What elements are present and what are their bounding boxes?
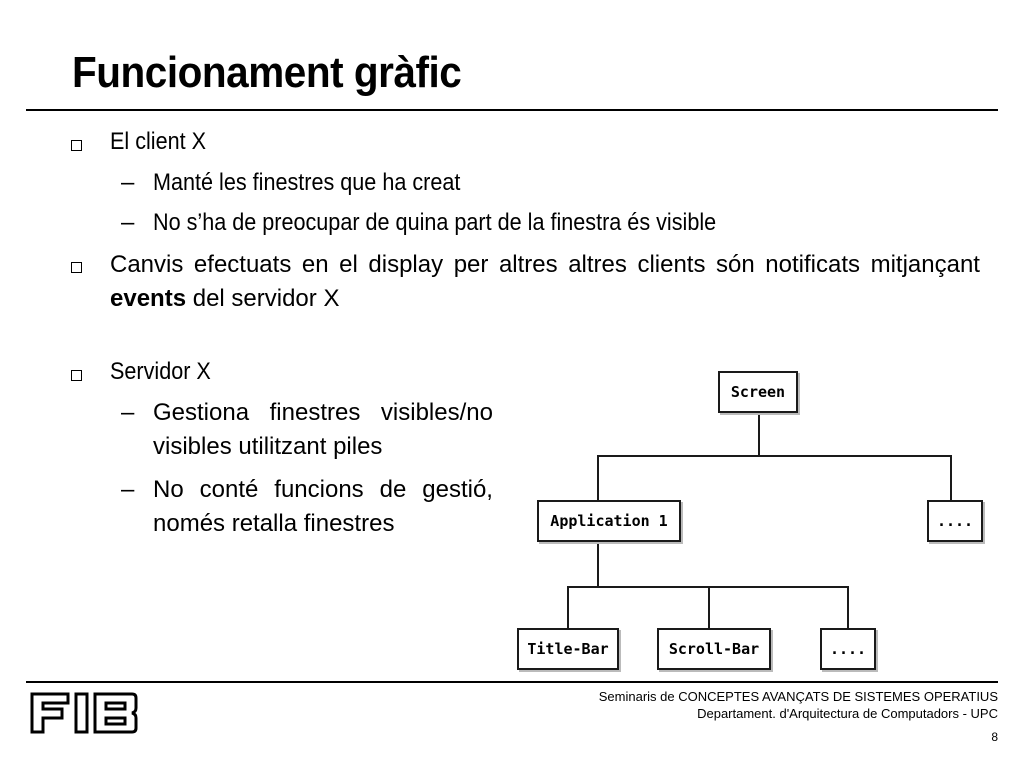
justified-line-2: [110, 285, 980, 313]
title-divider: [26, 109, 998, 111]
screen-node: Screen: [718, 371, 798, 413]
ellipsis-node: ....: [927, 500, 983, 542]
tree-edge: [597, 455, 952, 457]
word: No: [153, 476, 184, 503]
sub-bullet-paragraph: [153, 476, 493, 538]
tree-edge: [950, 455, 952, 500]
tree-edge: [567, 586, 569, 628]
word: display: [368, 251, 444, 278]
tree-edge: [847, 586, 849, 628]
justified-line-2: només retalla finestres: [153, 510, 395, 537]
justified-line: [153, 476, 493, 504]
application-node: Application 1: [537, 500, 681, 542]
tree-edge: [597, 541, 599, 586]
word: finestres: [269, 399, 361, 426]
word: altres: [568, 251, 627, 278]
scroll-bar-node: Scroll-Bar: [657, 628, 771, 670]
justified-line: [153, 399, 493, 427]
dash-marker: –: [121, 209, 135, 236]
bullet-text: Servidor X: [110, 358, 211, 385]
page-number: 8: [991, 730, 998, 744]
footer-department: Departament. d'Arquitectura de Computadors - UPC: [697, 706, 998, 721]
square-bullet-icon: [71, 370, 82, 381]
word: per: [453, 251, 489, 278]
word: notificats: [765, 251, 861, 278]
word: Gestiona: [153, 399, 250, 426]
tree-edge: [758, 413, 760, 455]
word: visibles/no: [380, 399, 493, 426]
word: funcions: [274, 476, 364, 503]
word: efectuats: [193, 251, 292, 278]
word: clients: [637, 251, 706, 278]
sub-bullet-text: Manté les finestres que ha creat: [153, 169, 461, 196]
word: en: [301, 251, 329, 278]
word: Canvis: [110, 251, 184, 278]
square-bullet-icon: [71, 140, 82, 151]
bullet-text: El client X: [110, 128, 207, 155]
justified-line-2: visibles utilitzant piles: [153, 433, 383, 460]
justified-line: [110, 251, 980, 279]
bullet-paragraph: [110, 251, 980, 313]
word: són: [716, 251, 755, 278]
word: altres: [498, 251, 558, 278]
word: de: [379, 476, 407, 503]
footer-divider: [26, 681, 998, 683]
word: conté: [199, 476, 259, 503]
dash-marker: –: [121, 476, 135, 503]
footer-course-title: Seminaris de CONCEPTES AVANÇATS DE SISTEMES OPERATIUS: [598, 689, 998, 704]
word: gestió,: [422, 476, 493, 503]
dash-marker: –: [121, 169, 135, 196]
window-hierarchy-diagram: [508, 360, 998, 678]
slide-title: Funcionament gràfic: [72, 48, 462, 97]
title-bar-node: Title-Bar: [517, 628, 619, 670]
word: mitjançant: [870, 251, 980, 278]
dash-marker: –: [121, 399, 135, 426]
square-bullet-icon: [71, 262, 82, 273]
sub-bullet-paragraph: [153, 399, 493, 461]
line-rest: del servidor X: [186, 285, 340, 312]
tree-edge: [597, 455, 599, 500]
tree-edge: [708, 586, 710, 628]
word: el: [339, 251, 358, 278]
sub-bullet-text: No s’ha de preocupar de quina part de la finestra és visible: [153, 209, 717, 236]
ellipsis-node: ....: [820, 628, 876, 670]
bold-term: events: [110, 285, 187, 312]
fib-logo-icon: [28, 690, 140, 736]
